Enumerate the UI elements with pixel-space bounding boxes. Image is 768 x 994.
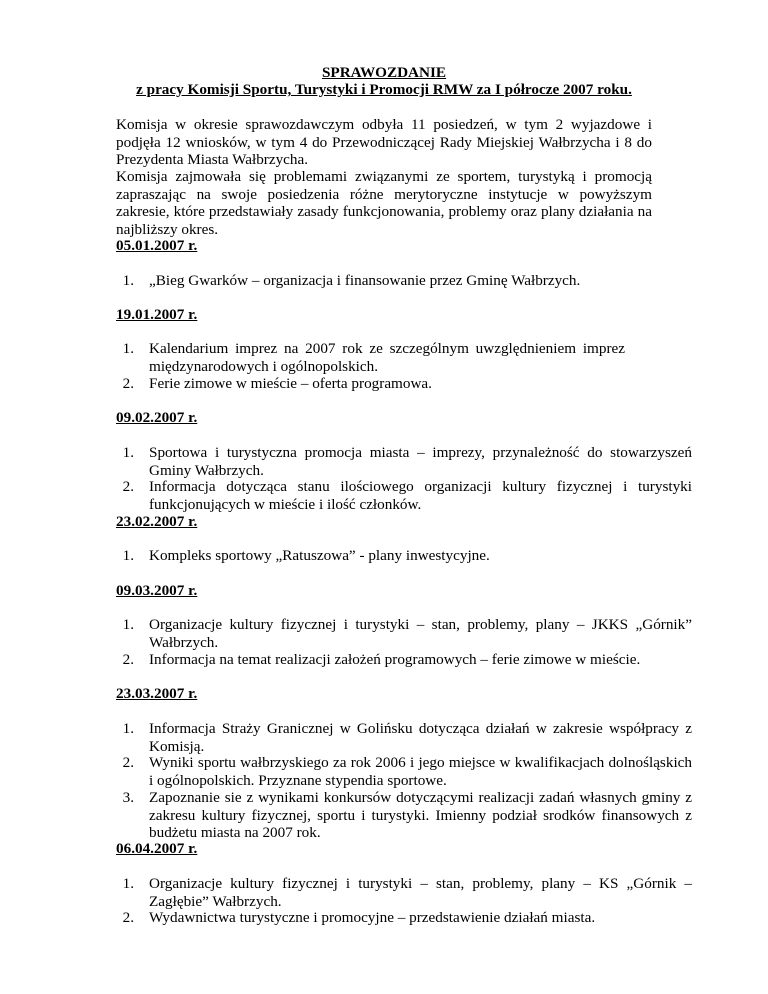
document-title: SPRAWOZDANIE: [321, 64, 447, 81]
list-item-number: 2.: [122, 909, 134, 926]
list-item-number: 1.: [122, 875, 134, 892]
list-item-text: Informacja Straży Granicznej w Golińsku dotycząca działań w zakresie współpracy z Komisją.: [149, 720, 692, 755]
list-item-number: 1.: [122, 340, 134, 357]
list-item-number: 1.: [122, 444, 134, 461]
list-item-text: Wyniki sportu wałbrzyskiego za rok 2006 i jego miejsce w kwalifikacjach dolnośląskich i ogólnopolskich. Przyznane stypendia sportowe.: [149, 754, 692, 789]
intro-paragraph: Komisja zajmowała się problemami związanymi ze sportem, turystyką i promocją zapraszając na swoje posiedzenia różne merytoryczne instytucje w powyższym zakresie, które przedstawiały zasady funkcjonowania, problemy oraz plany działania na najbliższy okres.: [116, 168, 652, 238]
document-subtitle: z pracy Komisji Sportu, Turystyki i Promocji RMW za I półrocze 2007 roku.: [136, 81, 632, 98]
list-item-number: 2.: [122, 754, 134, 771]
list-item-number: 1.: [122, 272, 134, 289]
meeting-date: 23.03.2007 r.: [116, 685, 198, 702]
meeting-date: 05.01.2007 r.: [116, 237, 198, 254]
list-item-text: Informacja dotycząca stanu ilościowego organizacji kultury fizycznej i turystyki funkcjonujących w mieście i ilość członków.: [149, 478, 692, 513]
meeting-date: 06.04.2007 r.: [116, 840, 198, 857]
list-item-number: 3.: [122, 789, 134, 806]
list-item-number: 2.: [122, 651, 134, 668]
meeting-date: 09.02.2007 r.: [116, 409, 198, 426]
list-item-number: 1.: [122, 547, 134, 564]
list-item-text: Informacja na temat realizacji założeń programowych – ferie zimowe w mieście.: [149, 651, 641, 668]
list-item-text: Ferie zimowe w mieście – oferta programowa.: [149, 375, 432, 392]
intro-paragraph: Komisja w okresie sprawozdawczym odbyła 11 posiedzeń, w tym 2 wyjazdowe i podjęła 12 wniosków, w tym 4 do Przewodniczącej Rady Miejskiej Wałbrzycha i 8 do Prezydenta Miasta Wałbrzycha.: [116, 116, 652, 168]
list-item-text: Organizacje kultury fizycznej i turystyki – stan, problemy, plany – JKKS „Górnik” Wałbrzych.: [149, 616, 692, 651]
list-item-number: 1.: [122, 720, 134, 737]
list-item-text: Sportowa i turystyczna promocja miasta – imprezy, przynależność do stowarzyszeń Gminy Wałbrzych.: [149, 444, 692, 479]
meeting-date: 09.03.2007 r.: [116, 582, 198, 599]
list-item-text: Kalendarium imprez na 2007 rok ze szczególnym uwzględnieniem imprez międzynarodowych i ogólnopolskich.: [149, 340, 625, 375]
list-item-text: Kompleks sportowy „Ratuszowa” - plany inwestycyjne.: [149, 547, 490, 564]
list-item-text: Wydawnictwa turystyczne i promocyjne – przedstawienie działań miasta.: [149, 909, 596, 926]
list-item-text: Organizacje kultury fizycznej i turystyki – stan, problemy, plany – KS „Górnik – Zagłębie” Wałbrzych.: [149, 875, 692, 910]
meeting-date: 19.01.2007 r.: [116, 306, 198, 323]
list-item-number: 1.: [122, 616, 134, 633]
list-item-text: „Bieg Gwarków – organizacja i finansowanie przez Gminę Wałbrzych.: [149, 272, 581, 289]
meeting-date: 23.02.2007 r.: [116, 513, 198, 530]
list-item-text: Zapoznanie sie z wynikami konkursów dotyczącymi realizacji zadań własnych gminy z zakresu kultury fizycznej, sportu i turystyki. Imienny podział srodków finansowych z budżetu miasta na 2007 rok.: [149, 789, 692, 841]
list-item-number: 2.: [122, 478, 134, 495]
list-item-number: 2.: [122, 375, 134, 392]
